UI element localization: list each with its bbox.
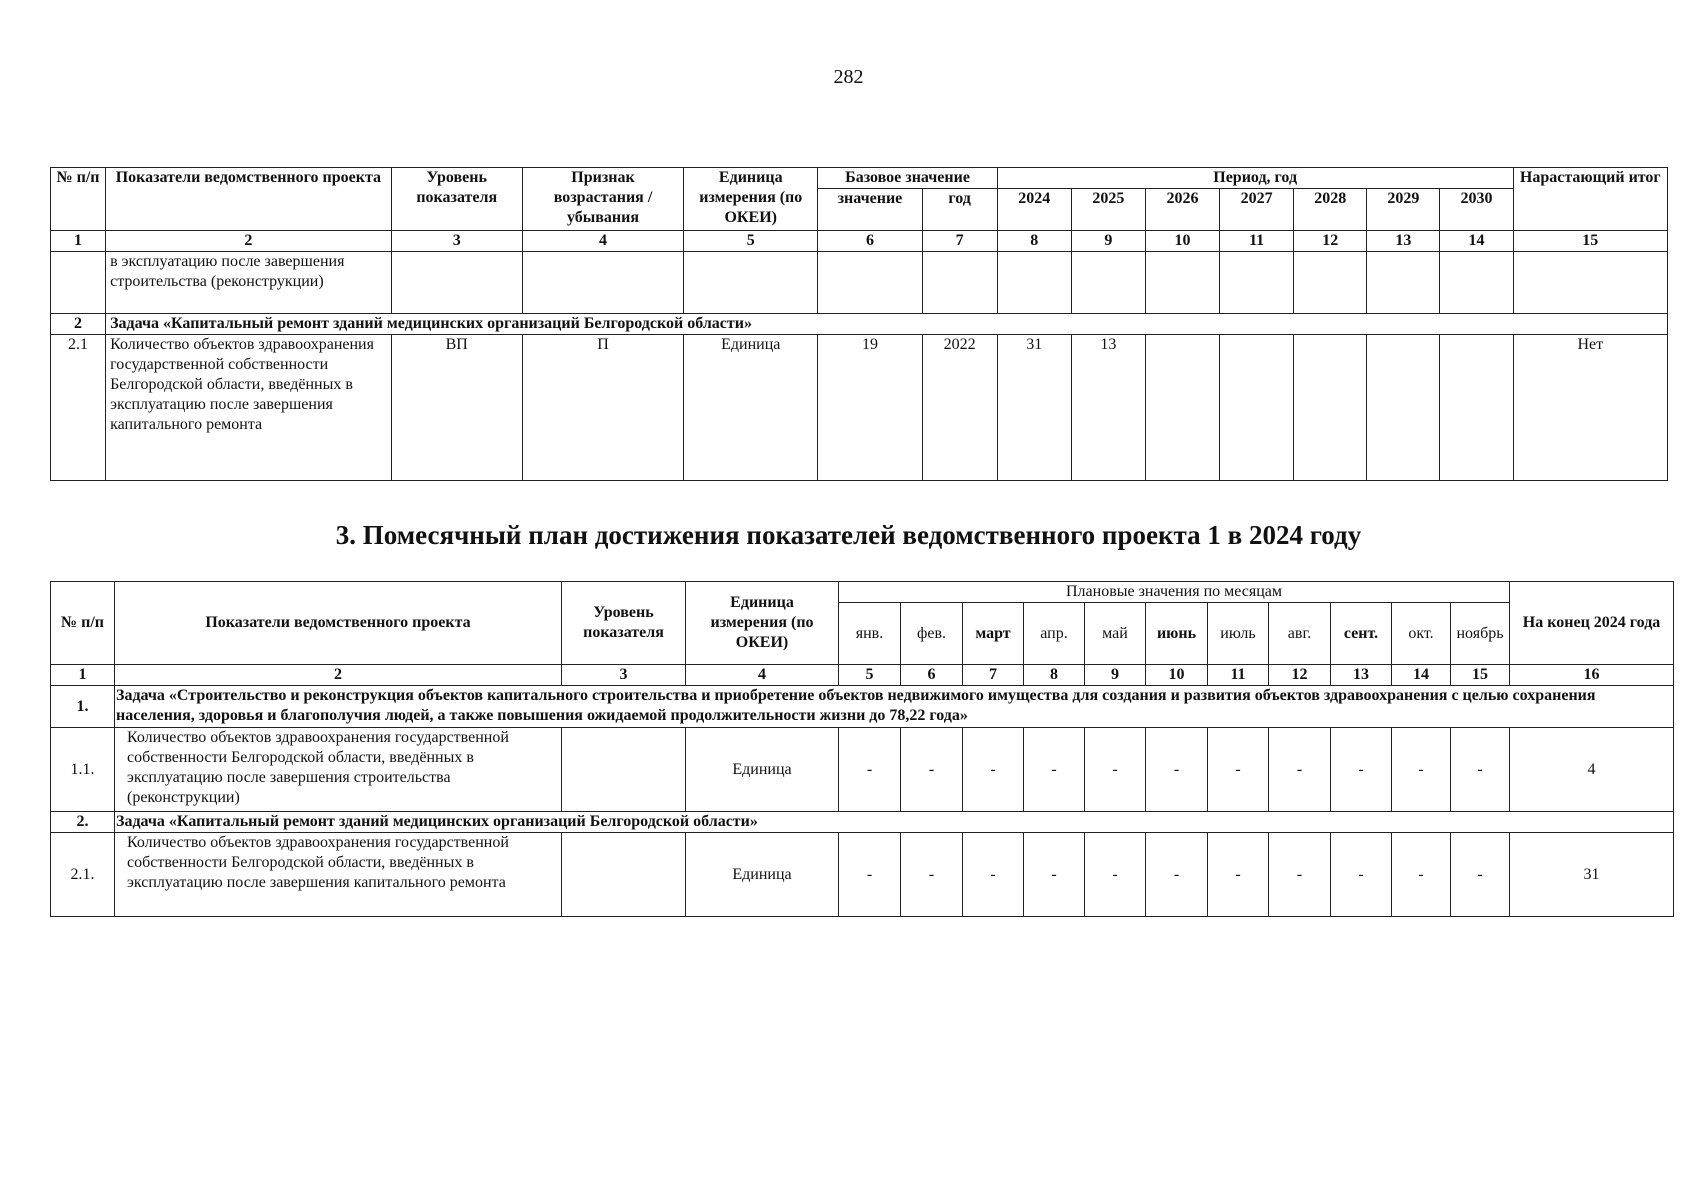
task-num: 1. <box>51 686 115 728</box>
table-row <box>51 728 1674 812</box>
col-number: 14 <box>1440 231 1513 252</box>
table-row <box>51 833 1674 917</box>
row-base-year: 2022 <box>922 335 997 481</box>
header-month: март <box>963 603 1024 665</box>
task-row <box>51 812 1674 833</box>
row-level <box>562 833 686 917</box>
col-number: 13 <box>1331 665 1392 686</box>
row-unit: Единица <box>686 728 839 812</box>
row-end-value: 4 <box>1510 728 1674 812</box>
header-end: На конец 2024 года <box>1510 582 1674 665</box>
col-number: 2 <box>106 231 392 252</box>
col-number: 15 <box>1451 665 1510 686</box>
header-unit: Единица измерения (по ОКЕИ) <box>684 168 818 231</box>
month-value: - <box>1331 728 1392 812</box>
col-number: 1 <box>51 231 106 252</box>
month-value: - <box>1208 833 1269 917</box>
row-num: 2.1. <box>51 833 115 917</box>
header-month: сент. <box>1331 603 1392 665</box>
header-month: июль <box>1208 603 1269 665</box>
col-number: 9 <box>1085 665 1146 686</box>
month-value: - <box>839 833 901 917</box>
month-value: - <box>1451 728 1510 812</box>
header-month: июнь <box>1146 603 1208 665</box>
header-planned: Плановые значения по месяцам <box>839 582 1510 603</box>
task-text: Задача «Строительство и реконструкция объектов капитального строительства и приобретение объектов недвижимого имущества для создания и развития объектов здравоохранения с целью сохранения населения, здоровья и благополучия людей, а также повышения ожидаемой продолжительности жизни до 78,22 года» <box>115 686 1674 728</box>
row-level: ВП <box>391 335 522 481</box>
header-year: 2025 <box>1071 189 1145 231</box>
header-month: авг. <box>1269 603 1331 665</box>
row-num: 2.1 <box>51 335 106 481</box>
col-number: 1 <box>51 665 115 686</box>
header-month: ноябрь <box>1451 603 1510 665</box>
row-indicator: Количество объектов здравоохранения государственной собственности Белгородской области, введённых в эксплуатацию после завершения капитального ремонта <box>115 833 562 917</box>
month-value: - <box>1024 833 1085 917</box>
col-number: 4 <box>686 665 839 686</box>
header-base-value: значение <box>818 189 922 231</box>
col-number: 15 <box>1513 231 1667 252</box>
row-end-value: 31 <box>1510 833 1674 917</box>
header-period: Период, год <box>997 168 1513 189</box>
header-level: Уровень показателя <box>562 582 686 665</box>
month-value: - <box>1269 833 1331 917</box>
header-num: № п/п <box>51 168 106 231</box>
header-year: 2030 <box>1440 189 1513 231</box>
col-number: 14 <box>1392 665 1451 686</box>
page-number: 282 <box>833 66 864 88</box>
month-value: - <box>963 728 1024 812</box>
row-sign: П <box>522 335 683 481</box>
task-row <box>51 314 1668 335</box>
header-base: Базовое значение <box>818 168 997 189</box>
month-value: - <box>901 833 963 917</box>
col-number: 4 <box>522 231 683 252</box>
month-value: - <box>963 833 1024 917</box>
month-value: - <box>1146 728 1208 812</box>
col-number: 5 <box>839 665 901 686</box>
header-base-year: год <box>922 189 997 231</box>
header-month: окт. <box>1392 603 1451 665</box>
col-number: 11 <box>1220 231 1294 252</box>
section-title: 3. Помесячный план достижения показателей ведомственного проекта 1 в 2024 году <box>335 520 1362 550</box>
row-num: 1.1. <box>51 728 115 812</box>
month-value: - <box>1208 728 1269 812</box>
task-num: 2 <box>51 314 106 335</box>
header-month: янв. <box>839 603 901 665</box>
indicators-table <box>50 167 1668 481</box>
continued-indicator-text: в эксплуатацию после завершения строительства (реконструкции) <box>106 252 392 314</box>
row-indicator: Количество объектов здравоохранения государственной собственности Белгородской области, введённых в эксплуатацию после завершения капитального ремонта <box>106 335 392 481</box>
task-row <box>51 686 1674 728</box>
col-number: 6 <box>818 231 922 252</box>
col-number: 10 <box>1146 665 1208 686</box>
col-number: 8 <box>1024 665 1085 686</box>
month-value: - <box>1392 728 1451 812</box>
row-2025: 13 <box>1071 335 1145 481</box>
header-indicator: Показатели ведомственного проекта <box>115 582 562 665</box>
month-value: - <box>1146 833 1208 917</box>
header-num: № п/п <box>51 582 115 665</box>
header-indicator: Показатели ведомственного проекта <box>106 168 392 231</box>
header-unit: Единица измерения (по ОКЕИ) <box>686 582 839 665</box>
header-month: апр. <box>1024 603 1085 665</box>
column-numbers-row <box>51 665 1674 686</box>
col-number: 10 <box>1145 231 1219 252</box>
task-text: Задача «Капитальный ремонт зданий медицинских организаций Белгородской области» <box>115 812 1674 833</box>
header-year: 2027 <box>1220 189 1294 231</box>
col-number: 2 <box>115 665 562 686</box>
header-sign: Признак возрастания / убывания <box>522 168 683 231</box>
monthly-plan-table <box>50 581 1674 917</box>
table-row <box>51 252 1668 314</box>
row-2024: 31 <box>997 335 1071 481</box>
row-base-value: 19 <box>818 335 922 481</box>
col-number: 16 <box>1510 665 1674 686</box>
month-value: - <box>1024 728 1085 812</box>
month-value: - <box>1392 833 1451 917</box>
header-cumulative: Нарастающий итог <box>1513 168 1667 231</box>
col-number: 5 <box>684 231 818 252</box>
month-value: - <box>1269 728 1331 812</box>
col-number: 3 <box>562 665 686 686</box>
table-row <box>51 335 1668 481</box>
task-text: Задача «Капитальный ремонт зданий медицинских организаций Белгородской области» <box>106 314 1668 335</box>
header-level: Уровень показателя <box>391 168 522 231</box>
col-number: 7 <box>963 665 1024 686</box>
col-number: 12 <box>1269 665 1331 686</box>
row-indicator: Количество объектов здравоохранения государственной собственности Белгородской области, введённых в эксплуатацию после завершения строительства (реконструкции) <box>115 728 562 812</box>
header-year: 2029 <box>1367 189 1440 231</box>
month-value: - <box>1451 833 1510 917</box>
task-num: 2. <box>51 812 115 833</box>
row-unit: Единица <box>686 833 839 917</box>
header-year: 2028 <box>1294 189 1367 231</box>
col-number: 7 <box>922 231 997 252</box>
row-cumulative: Нет <box>1513 335 1667 481</box>
header-month: фев. <box>901 603 963 665</box>
month-value: - <box>1085 728 1146 812</box>
col-number: 8 <box>997 231 1071 252</box>
header-year: 2024 <box>997 189 1071 231</box>
col-number: 6 <box>901 665 963 686</box>
month-value: - <box>1085 833 1146 917</box>
month-value: - <box>901 728 963 812</box>
month-value: - <box>839 728 901 812</box>
header-year: 2026 <box>1145 189 1219 231</box>
col-number: 9 <box>1071 231 1145 252</box>
row-level <box>562 728 686 812</box>
col-number: 13 <box>1367 231 1440 252</box>
row-unit: Единица <box>684 335 818 481</box>
col-number: 12 <box>1294 231 1367 252</box>
column-numbers-row <box>51 231 1668 252</box>
col-number: 11 <box>1208 665 1269 686</box>
header-month: май <box>1085 603 1146 665</box>
col-number: 3 <box>391 231 522 252</box>
month-value: - <box>1331 833 1392 917</box>
